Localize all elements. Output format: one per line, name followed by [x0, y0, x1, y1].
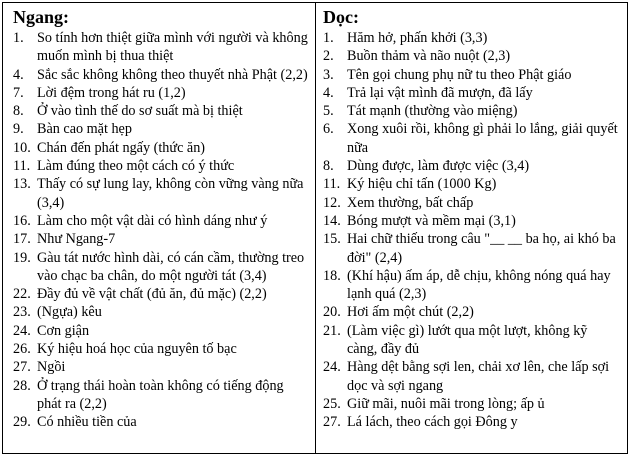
clue-text: (Khí hậu) ấm áp, dễ chịu, không nóng quá hay lạnh quá (2,3): [347, 267, 611, 303]
clue-text: Bàn cao mặt hẹp: [37, 121, 132, 138]
across-clue: [13, 139, 309, 157]
clue-text: Hàng dệt bằng sợi len, chải xơ lên, che lấp sợi dọc và sợi ngang: [347, 359, 610, 394]
down-clue: [323, 47, 621, 65]
clue-text: Lá lách, theo cách gọi Đông y: [347, 414, 518, 431]
clue-text: Đầy đủ về vật chất (đủ ăn, đủ mặc) (2,2): [37, 286, 267, 303]
clue-text: Hơi ấm một chút (2,2): [347, 304, 474, 321]
across-clue: [13, 84, 309, 102]
across-clue: [13, 358, 309, 376]
down-clue: [323, 66, 621, 84]
across-clue-list: [13, 29, 309, 432]
clue-text: Dùng được, làm được việc (3,4): [347, 158, 530, 175]
clue-number: 14.: [323, 212, 341, 229]
clue-text: Cơn giận: [37, 322, 90, 339]
clue-number: 2.: [323, 48, 334, 65]
clue-number: 4.: [323, 84, 334, 101]
clue-number: 12.: [323, 194, 341, 211]
across-clue: [13, 249, 309, 286]
clue-text: Ký hiệu hoá học của nguyên tố bạc: [37, 341, 237, 358]
down-clue: [323, 322, 621, 359]
across-clue: [13, 303, 309, 321]
clue-number: 11.: [13, 158, 31, 175]
clue-number: 16.: [13, 212, 31, 229]
clue-text: So tính hơn thiệt giữa mình với người và không muốn mình bị thua thiệt: [37, 30, 308, 65]
clue-number: 9.: [13, 121, 24, 138]
clue-number: 23.: [13, 304, 31, 321]
clue-text: Làm đúng theo một cách có ý thức: [37, 158, 235, 175]
across-clue: [13, 29, 309, 66]
clue-number: 26.: [13, 341, 31, 358]
clue-number: 3.: [323, 66, 334, 83]
down-clue: [323, 175, 621, 193]
across-clue: [13, 413, 309, 431]
across-clue: [13, 230, 309, 248]
across-clue: [13, 157, 309, 175]
clue-text: Lời đệm trong hát ru (1,2): [37, 84, 186, 101]
clue-text: Tên gọi chung phụ nữ tu theo Phật giáo: [347, 66, 572, 83]
crossword-clues-table: [2, 2, 628, 454]
down-clue-list: [323, 29, 621, 432]
clue-number: 20.: [323, 304, 341, 321]
across-clue: [13, 175, 309, 212]
across-clue: [13, 377, 309, 414]
clue-text: (Làm việc gì) lướt qua một lượt, không kỹ càng, đầy đủ: [347, 322, 588, 358]
down-clue: [323, 358, 621, 395]
clue-number: 28.: [13, 377, 31, 394]
clue-number: 27.: [13, 359, 31, 376]
clue-number: 21.: [323, 322, 341, 339]
clue-text: Ký hiệu chỉ tấn (1000 Kg): [347, 176, 497, 193]
clue-text: Xong xuôi rồi, không gì phải lo lắng, giải quyết nữa: [347, 121, 618, 156]
down-clue: [323, 194, 621, 212]
clue-text: Trả lại vật mình đã mượn, đã lấy: [347, 84, 533, 101]
across-clue: [13, 340, 309, 358]
down-clue: [323, 303, 621, 321]
clue-text: Ở vào tình thế do sơ suất mà bị thiệt: [37, 103, 243, 120]
down-column: [316, 3, 627, 453]
clue-text: Hăm hở, phấn khởi (3,3): [347, 30, 488, 46]
across-clue: [13, 120, 309, 138]
clue-text: Giữ mãi, nuôi mãi trong lòng; ấp ủ: [347, 395, 545, 412]
across-heading: Ngang:: [13, 7, 70, 27]
clue-number: 27.: [323, 414, 341, 431]
clue-number: 11.: [323, 176, 341, 193]
clue-number: 7.: [13, 84, 24, 101]
clue-text: (Ngựa) kêu: [37, 304, 102, 321]
clue-text: Thấy có sự lung lay, không còn vững vàng nữa (3,4): [37, 176, 304, 211]
clue-number: 15.: [323, 231, 341, 248]
clue-text: Gàu tát nước hình dài, có cán cầm, thường treo vào chạc ba chân, do một người tát (3,4): [37, 249, 305, 284]
clue-number: 29.: [13, 414, 31, 431]
down-clue: [323, 157, 621, 175]
clue-number: 8.: [323, 158, 334, 175]
clue-number: 10.: [13, 139, 31, 156]
clue-text: Hai chữ thiếu trong câu "__ __ ba họ, ai khó ba đời" (2,4): [347, 231, 616, 266]
clue-number: 13.: [13, 176, 31, 193]
clue-text: Xem thường, bất chấp: [347, 194, 474, 211]
clue-text: Bóng mượt và mềm mại (3,1): [347, 212, 516, 229]
down-clue: [323, 267, 621, 304]
down-heading: Dọc:: [323, 7, 359, 27]
down-clue: [323, 29, 621, 47]
clue-number: 1.: [323, 30, 334, 46]
clue-number: 22.: [13, 286, 31, 303]
across-clue: [13, 66, 309, 84]
across-column: [3, 3, 316, 453]
clue-text: Làm cho một vật dài có hình dáng như ý: [37, 212, 268, 229]
down-clue: [323, 413, 621, 431]
clue-number: 5.: [323, 103, 334, 120]
down-clue: [323, 102, 621, 120]
clue-text: Ở trạng thái hoàn toàn không có tiếng động phát ra (2,2): [37, 377, 284, 412]
down-clue: [323, 212, 621, 230]
clue-number: 6.: [323, 121, 334, 138]
clue-number: 19.: [13, 249, 31, 266]
down-clue: [323, 84, 621, 102]
across-clue: [13, 212, 309, 230]
clue-text: Ngồi: [37, 359, 66, 376]
clue-text: Chán đến phát ngấy (thức ăn): [37, 139, 206, 156]
clue-number: 25.: [323, 395, 341, 412]
across-clue: [13, 102, 309, 120]
down-clue: [323, 395, 621, 413]
clue-number: 17.: [13, 231, 31, 248]
across-clue: [13, 285, 309, 303]
clue-text: Như Ngang-7: [37, 231, 116, 248]
clue-number: 8.: [13, 103, 24, 120]
clue-number: 1.: [13, 30, 24, 46]
clue-text: Sắc sắc không không theo thuyết nhà Phật (2,2): [37, 66, 308, 83]
down-clue: [323, 120, 621, 157]
clue-number: 4.: [13, 66, 24, 83]
across-clue: [13, 322, 309, 340]
clue-text: Có nhiều tiền của: [37, 414, 137, 431]
clue-text: Buồn thảm và não nuột (2,3): [347, 48, 511, 65]
clue-number: 18.: [323, 267, 341, 284]
down-clue: [323, 230, 621, 267]
clue-text: Tát mạnh (thường vào miệng): [347, 103, 518, 120]
clue-number: 24.: [323, 359, 341, 376]
clue-number: 24.: [13, 322, 31, 339]
